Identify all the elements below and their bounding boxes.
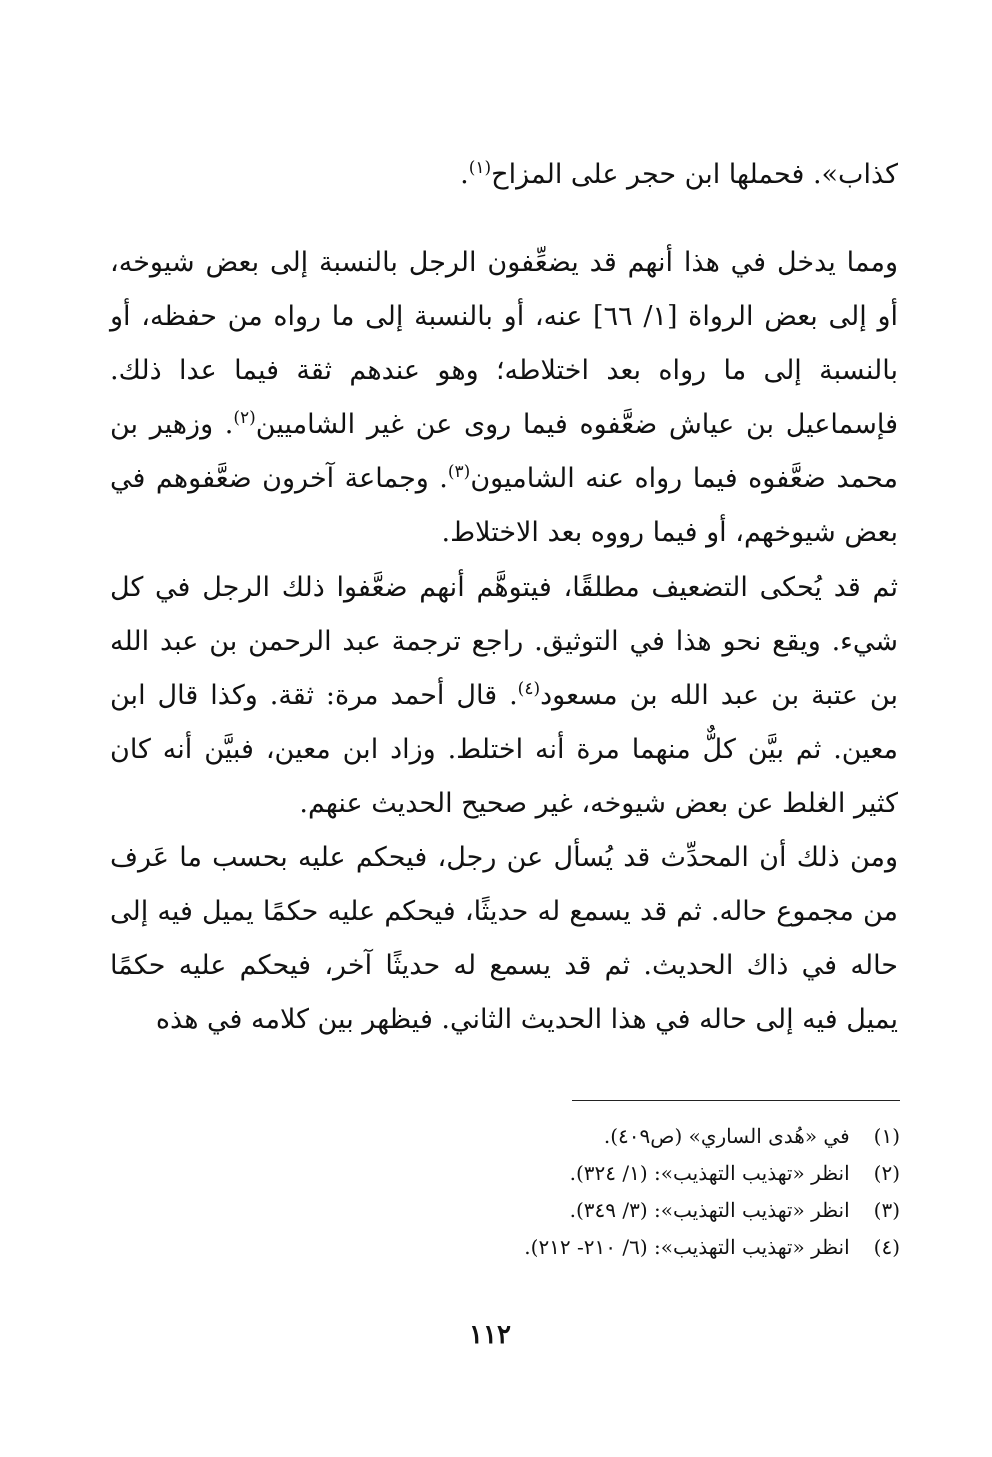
footnote bbox=[420, 1229, 900, 1265]
paragraph bbox=[110, 236, 898, 560]
footnote-text: انظر «تهذيب التهذيب»: (٦/ ٢١٠- ٢١٢). bbox=[524, 1235, 850, 1259]
footnote-number: (١) bbox=[873, 1124, 900, 1148]
footnote-number: (٤) bbox=[873, 1235, 900, 1259]
paragraph-text: ثم قد يُحكى التضعيف مطلقًا، فيتوهَّم أنهم ضعَّفوا ذلك الرجل في كل شيء. ويقع نحو هذا في التوثيق. راجع ترجمة عبد الرحمن بن عبد الله بن عتبة بن عبد الله بن مسعود bbox=[110, 572, 898, 711]
footnote-text: في «هُدى الساري» (ص٤٠٩). bbox=[603, 1124, 850, 1148]
paragraph-continuation bbox=[110, 148, 898, 202]
footnote bbox=[420, 1155, 900, 1191]
paragraph-text: . bbox=[460, 159, 469, 190]
footnote-reference: (٢) bbox=[233, 408, 256, 428]
footnote-reference: (٣) bbox=[447, 462, 471, 482]
paragraph-text: . وجماعة آخرون ضعَّفوهم في بعض شيوخهم، أو فيما رووه بعد الاختلاط. bbox=[110, 463, 898, 548]
paragraph-text: ومن ذلك أن المحدِّث قد يُسأل عن رجل، فيحكم عليه بحسب ما عَرف من مجموع حاله. ثم قد يسمع له حديثًا، فيحكم عليه حكمًا يميل فيه إلى حاله في ذاك الحديث. ثم قد يسمع له حديثًا آخر، فيحكم عليه حكمًا يميل فيه إلى حاله في هذا الحديث الثاني. فيظهر بين كلامه في هذه bbox=[110, 842, 898, 1035]
paragraph-text: ومما يدخل في هذا أنهم قد يضعِّفون الرجل بالنسبة إلى بعض شيوخه، أو إلى بعض الرواة [١/ ٦٦] عنه، أو بالنسبة إلى ما رواه من حفظه، أو بالنسبة إلى ما رواه بعد اختلاطه؛ وهو عندهم ثقة فيما عدا ذلك. فإسماعيل بن عياش ضعَّفوه فيما روى عن غير الشاميين bbox=[110, 247, 898, 440]
footnote-number: (٣) bbox=[873, 1198, 900, 1222]
paragraph-text: . قال أحمد مرة: ثقة. وكذا قال ابن معين. ثم بيَّن كلٌّ منهما مرة أنه اختلط. وزاد ابن معين، فبيَّن أنه كان كثير الغلط عن بعض شيوخه، غير صحيح الحديث عنهم. bbox=[110, 680, 898, 819]
footnote-reference: (١) bbox=[468, 158, 492, 178]
footnote bbox=[420, 1192, 900, 1228]
footnote-text: انظر «تهذيب التهذيب»: (١/ ٣٢٤). bbox=[569, 1161, 850, 1185]
footnote bbox=[420, 1118, 900, 1154]
paragraph bbox=[110, 561, 898, 831]
paragraph-text: . وزهير بن محمد ضعَّفوه فيما رواه عنه الشاميون bbox=[110, 409, 898, 494]
footnotes-list bbox=[420, 1118, 900, 1266]
paragraph-text: كذاب». فحملها ابن حجر على المزاح bbox=[491, 159, 898, 190]
page-number: ١١٢ bbox=[469, 1320, 511, 1350]
footnote-text: انظر «تهذيب التهذيب»: (٣/ ٣٤٩). bbox=[569, 1198, 850, 1222]
footnote-divider bbox=[572, 1100, 900, 1101]
footnote-number: (٢) bbox=[873, 1161, 900, 1185]
paragraph bbox=[110, 831, 898, 1047]
footnote-reference: (٤) bbox=[517, 679, 541, 699]
